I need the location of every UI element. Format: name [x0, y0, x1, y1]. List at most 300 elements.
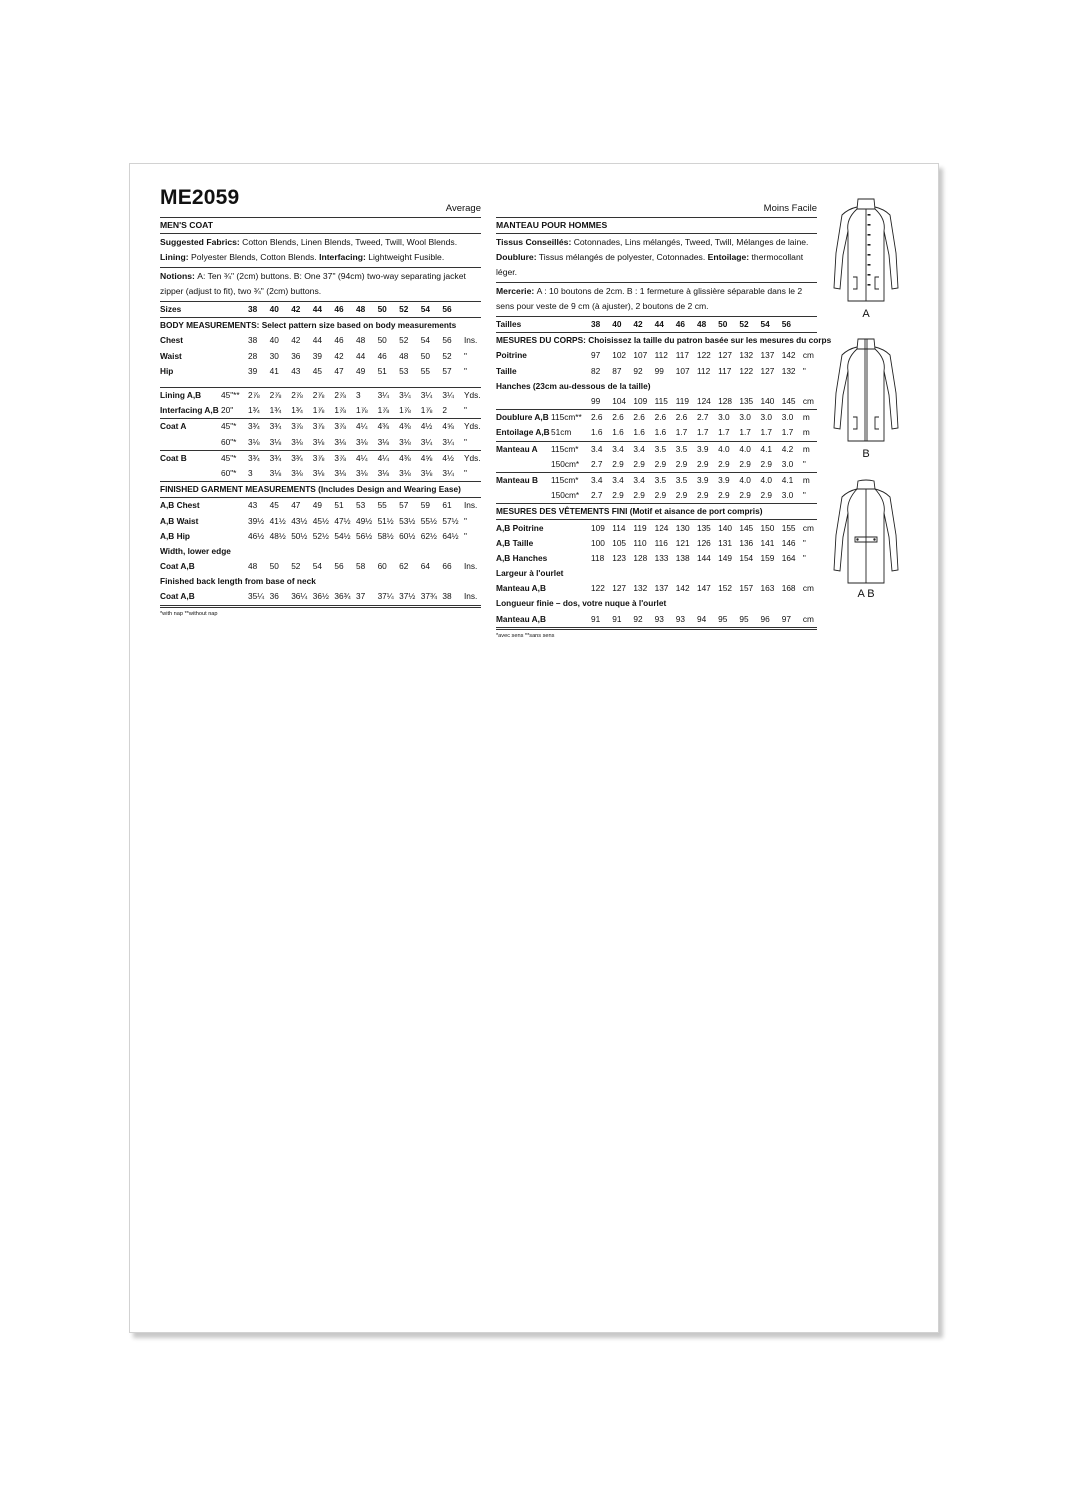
size-value: 55	[420, 365, 430, 376]
unit: cm	[803, 394, 817, 410]
unit: m	[802, 474, 810, 485]
size-value: 133	[654, 552, 669, 563]
size-value: 2.6	[633, 412, 645, 423]
size-value: 130	[675, 522, 690, 533]
french-footnote: *avec sens **sans sens	[496, 629, 817, 641]
length-heading-text: Finished back length from base of neck	[160, 576, 316, 587]
size-value: 3⅞	[312, 452, 325, 463]
size-value: 124	[654, 522, 669, 533]
size-value: 3.0	[781, 412, 794, 423]
fabric-width	[551, 581, 591, 596]
view-b-label: B	[862, 448, 870, 460]
size-value: 41	[269, 365, 279, 376]
size-value: 3.4	[633, 474, 645, 485]
size-value: 95	[718, 612, 739, 628]
size-value: 4.0	[718, 443, 730, 454]
unit: Yds.	[463, 452, 481, 463]
size-value: 3⅛	[270, 435, 292, 451]
fabric-width	[551, 364, 591, 379]
unit: "	[464, 403, 481, 419]
interfacing-label: Interfacing:	[319, 252, 366, 262]
size-value: 168	[781, 583, 796, 594]
size-value: 140	[761, 394, 782, 410]
size-header: 52	[399, 302, 421, 318]
size-value: 122	[591, 583, 605, 594]
size-header: 48	[697, 317, 718, 333]
size-header: 46	[334, 302, 356, 318]
row-label: Poitrine	[496, 350, 527, 361]
unit: Yds.	[463, 390, 481, 401]
sizes-label: Sizes	[160, 302, 221, 318]
body-measurements-heading-text: BODY MEASUREMENTS: Select pattern size based on body measurements	[160, 320, 457, 331]
table-row	[496, 551, 817, 566]
size-value: 3¼	[420, 390, 433, 401]
size-value: 38	[248, 335, 258, 346]
size-value: 155	[781, 522, 796, 533]
size-value: 119	[633, 522, 647, 533]
coat-front-buttons-icon	[826, 193, 906, 308]
fabric-width: 60"*	[221, 435, 248, 451]
size-value: 127	[718, 350, 732, 361]
size-value: 3¾	[248, 452, 260, 463]
size-value: 1.7	[782, 425, 803, 441]
finished-measurements-heading-text: FINISHED GARMENT MEASUREMENTS (Includes Design and Wearing Ease)	[160, 482, 481, 498]
fabric-width	[551, 536, 591, 551]
size-value: 135	[739, 394, 760, 410]
notions-text: A: Ten ¾" (2cm) buttons. B: One 37" (94cm) two-way separating jacket zipper (adjust to fit), two ¾" (2cm) buttons.	[160, 271, 466, 296]
table-row	[160, 498, 481, 514]
size-value: 3⅛	[334, 466, 356, 482]
view-b-sketch	[826, 333, 906, 460]
size-value: 47	[291, 500, 301, 511]
length-heading	[160, 574, 481, 589]
unit: m	[803, 425, 817, 441]
size-value: 3.9	[718, 474, 730, 485]
size-value: 46½	[248, 530, 265, 541]
table-row	[160, 529, 481, 544]
size-value: 39	[248, 365, 258, 376]
size-value: 159	[760, 552, 775, 563]
size-value: 1⅞	[378, 403, 400, 419]
size-value: 41½	[269, 515, 286, 526]
size-value: 37½	[399, 589, 421, 605]
fabric-width: 45"*	[221, 452, 237, 463]
size-value: 3¼	[442, 466, 464, 482]
size-value: 2.9	[739, 457, 760, 473]
size-value: 58	[355, 561, 366, 572]
size-value: 2.9	[697, 488, 718, 504]
size-value: 2⅞	[269, 390, 282, 401]
table-row	[496, 472, 817, 488]
size-value: 116	[654, 537, 668, 548]
lining-text-fr: Tissus mélangés de polyester, Cotonnades.	[536, 252, 708, 262]
row-label	[160, 435, 221, 451]
size-value: 93	[655, 612, 676, 628]
size-value: 3⅞	[334, 452, 346, 463]
size-value: 39½	[248, 515, 265, 526]
size-value: 146	[781, 537, 796, 548]
size-header: 50	[378, 302, 400, 318]
row-label	[496, 457, 551, 473]
interfacing-text-fr: thermocollant léger.	[496, 252, 804, 277]
size-value: 53	[355, 500, 366, 511]
size-value: 48	[399, 350, 409, 361]
row-label: Hip	[160, 365, 174, 376]
size-value: 1⅞	[421, 403, 443, 419]
size-value: 49	[312, 500, 323, 511]
size-value: 2⅞	[334, 390, 346, 401]
row-label: Coat A,B	[160, 589, 221, 605]
french-column	[496, 193, 832, 641]
fabrics-label-fr: Tissus Conseillés:	[496, 237, 572, 247]
size-value: 145	[782, 394, 803, 410]
size-value: 164	[781, 552, 796, 563]
size-value: 149	[718, 552, 732, 563]
size-value: 56	[442, 335, 452, 346]
size-value: 62	[399, 561, 409, 572]
size-value: 142	[781, 350, 796, 361]
width-heading-text: Width, lower edge	[160, 545, 231, 556]
table-row	[160, 559, 481, 574]
size-value: 126	[696, 537, 711, 548]
notions-label: Notions:	[160, 271, 198, 281]
table-row	[496, 457, 817, 473]
size-value: 114	[612, 522, 626, 533]
size-value: 95	[739, 612, 760, 628]
table-row	[496, 348, 817, 363]
size-value: 144	[696, 552, 711, 563]
table-row	[496, 394, 817, 410]
size-value: 3¼	[421, 435, 443, 451]
size-value: 1⅞	[334, 403, 356, 419]
row-label: Manteau A,B	[496, 612, 551, 628]
table-row	[160, 435, 481, 451]
size-value: 58½	[377, 530, 394, 541]
size-value: 123	[612, 552, 627, 563]
size-value: 50	[420, 350, 430, 361]
size-value: 109	[633, 394, 654, 410]
table-row	[496, 581, 817, 596]
size-header: 46	[676, 317, 697, 333]
size-value: 3.4	[612, 443, 624, 454]
size-header: 54	[421, 302, 443, 318]
size-value: 97	[591, 350, 601, 361]
size-header: 44	[655, 317, 676, 333]
size-value: 2	[442, 403, 464, 419]
size-value: 128	[718, 394, 739, 410]
size-value: 2.7	[696, 412, 709, 423]
french-size-table	[496, 317, 832, 628]
size-value: 1⅞	[399, 403, 421, 419]
size-value: 43½	[291, 515, 308, 526]
table-row	[496, 488, 817, 504]
unit: "	[802, 365, 806, 376]
size-header: 56	[442, 302, 464, 318]
size-value: 135	[696, 522, 711, 533]
size-value: 1⅞	[313, 403, 335, 419]
size-value: 3⅛	[356, 466, 378, 482]
size-value: 4.1	[760, 443, 773, 454]
row-label: Lining A,B	[160, 390, 202, 401]
table-row	[496, 520, 817, 536]
size-value: 4⅝	[420, 452, 433, 463]
size-value: 48	[248, 561, 258, 572]
table-row	[160, 450, 481, 466]
table-row	[496, 441, 817, 457]
size-value: 3.0	[739, 412, 751, 423]
coat-front-zipper-icon	[826, 333, 906, 448]
difficulty-level-fr: Moins Facile	[763, 203, 817, 214]
size-header-row	[496, 317, 817, 333]
row-label	[496, 394, 551, 410]
size-value: 57	[442, 365, 452, 376]
size-value: 3.5	[675, 474, 688, 485]
size-value: 3⅛	[399, 435, 421, 451]
fabric-width	[221, 333, 248, 348]
french-title-row	[496, 193, 817, 218]
body-measurements-heading-text: MESURES DU CORPS: Choisissez la taille du patron basée sur les mesures du corps	[496, 335, 832, 346]
size-value: 64½	[442, 530, 459, 541]
size-value: 30	[269, 350, 279, 361]
size-header: 42	[633, 317, 654, 333]
body-measurements-heading	[496, 333, 817, 349]
size-value: 91	[591, 612, 612, 628]
size-header-row	[160, 302, 481, 318]
row-label: A,B Hanches	[496, 552, 548, 563]
size-value: 163	[760, 583, 775, 594]
unit: Yds.	[463, 421, 481, 432]
view-a-label: A	[862, 308, 870, 320]
fabric-width	[221, 513, 248, 528]
size-value: 49	[355, 365, 366, 376]
size-header: 56	[782, 317, 803, 333]
fabric-width	[221, 498, 248, 514]
row-label: Coat A,B	[160, 561, 195, 572]
size-value: 42	[334, 350, 344, 361]
size-value: 47	[334, 365, 344, 376]
size-value: 2.7	[591, 488, 612, 504]
size-value: 3	[355, 390, 361, 401]
table-row	[496, 364, 817, 379]
size-value: 4.2	[781, 443, 794, 454]
size-value: 3⅞	[334, 421, 346, 432]
size-value: 127	[760, 365, 775, 376]
row-label: Interfacing A,B	[160, 403, 221, 419]
size-value: 2.9	[633, 457, 654, 473]
table-row	[160, 513, 481, 528]
size-value: 50½	[291, 530, 308, 541]
table-row	[160, 403, 481, 419]
fabric-width	[221, 529, 248, 544]
size-value: 3.4	[612, 474, 624, 485]
size-value: 3⅞	[291, 421, 303, 432]
size-value: 2.9	[676, 488, 697, 504]
size-value: 3.9	[696, 474, 709, 485]
table-row	[496, 425, 817, 441]
size-value: 2.9	[761, 457, 782, 473]
size-header: 40	[270, 302, 292, 318]
size-value: 36¼	[291, 589, 313, 605]
size-value: 96	[761, 612, 782, 628]
size-value: 40	[269, 335, 279, 346]
size-value: 36	[291, 350, 301, 361]
size-value: 37	[356, 589, 378, 605]
unit: "	[463, 365, 467, 376]
size-value: 45	[312, 365, 323, 376]
sizes-label: Tailles	[496, 317, 551, 333]
unit: Ins.	[463, 335, 478, 346]
unit: "	[803, 488, 817, 504]
size-value: 97	[782, 612, 803, 628]
size-header: 50	[718, 317, 739, 333]
size-value: 3¾	[248, 421, 260, 432]
size-header: 52	[739, 317, 760, 333]
english-footnote: *with nap **without nap	[160, 607, 481, 619]
row-label: A,B Waist	[160, 515, 199, 526]
size-value: 102	[612, 350, 627, 361]
width-heading	[496, 566, 817, 581]
unit: "	[463, 515, 467, 526]
unit: cm	[802, 522, 814, 533]
size-value: 4½	[420, 421, 433, 432]
size-value: 2⅞	[248, 390, 260, 401]
hips-heading-text: Hanches (23cm au-dessous de la taille)	[496, 380, 651, 391]
coat-back-icon	[826, 475, 906, 590]
size-value: 3⅛	[291, 435, 313, 451]
size-value: 141	[760, 537, 775, 548]
row-label: Chest	[160, 335, 184, 346]
unit: cm	[802, 350, 814, 361]
size-value: 3.0	[782, 488, 803, 504]
size-value: 3⅛	[378, 466, 400, 482]
fabric-width: 51cm	[551, 425, 591, 441]
size-value: 4⅜	[399, 421, 411, 432]
size-value: 131	[718, 537, 732, 548]
size-value: 3⅛	[270, 466, 292, 482]
size-value: 3	[248, 466, 270, 482]
size-value: 107	[675, 365, 690, 376]
size-value: 118	[591, 552, 605, 563]
size-value: 4⅝	[442, 421, 454, 432]
lining-label: Lining:	[160, 252, 189, 262]
size-value: 1.7	[761, 425, 782, 441]
size-value: 115	[655, 394, 676, 410]
size-value: 4⅜	[399, 452, 411, 463]
finished-measurements-heading	[496, 504, 817, 520]
size-header: 54	[761, 317, 782, 333]
table-row	[160, 466, 481, 482]
fabric-width	[551, 348, 591, 363]
size-value: 92	[633, 365, 643, 376]
row-label: A,B Taille	[496, 537, 534, 548]
header-spacer	[803, 317, 817, 333]
difficulty-level: Average	[445, 203, 481, 214]
size-value: 1¾	[291, 403, 313, 419]
size-value: 2.9	[655, 488, 676, 504]
fabric-width: 45"*	[221, 421, 237, 432]
size-value: 104	[612, 394, 633, 410]
table-row	[160, 589, 481, 605]
size-value: 54	[420, 335, 430, 346]
size-value: 48	[355, 335, 366, 346]
size-value: 3⅛	[313, 466, 335, 482]
fabrics-block	[160, 234, 481, 268]
unit: m	[802, 412, 810, 423]
lining-label-fr: Doublure:	[496, 252, 537, 262]
size-value: 3⅛	[421, 466, 443, 482]
unit: "	[803, 457, 817, 473]
view-ab-label: A B	[857, 588, 875, 600]
size-value: 3¼	[442, 435, 464, 451]
size-value: 140	[718, 522, 732, 533]
size-value: 122	[696, 350, 711, 361]
size-value: 36	[270, 589, 292, 605]
fabric-width: 60"*	[221, 466, 248, 482]
fabric-width	[221, 364, 248, 379]
size-value: 3¾	[269, 452, 282, 463]
fabric-width: 115cm*	[551, 474, 579, 485]
size-value: 3.4	[633, 443, 645, 454]
unit: m	[802, 443, 810, 454]
size-value: 2.6	[591, 412, 603, 423]
unit: Ins.	[463, 561, 478, 572]
size-value: 2.6	[654, 412, 667, 423]
size-value: 117	[718, 365, 732, 376]
size-value: 60½	[399, 530, 416, 541]
length-heading	[496, 596, 817, 611]
size-value: 1.7	[697, 425, 718, 441]
size-value: 3¾	[269, 421, 282, 432]
table-row	[160, 364, 481, 379]
size-value: 3⅛	[356, 435, 378, 451]
size-value: 2.9	[676, 457, 697, 473]
size-value: 4¼	[355, 452, 368, 463]
fabric-width	[551, 394, 591, 410]
row-label: Taille	[496, 365, 517, 376]
size-value: 3⅛	[399, 466, 421, 482]
size-value: 2⅞	[291, 390, 303, 401]
fabric-width	[221, 559, 248, 574]
size-value: 66	[442, 561, 452, 572]
unit: "	[464, 466, 481, 482]
size-value: 2.9	[612, 457, 633, 473]
size-value: 46	[377, 350, 387, 361]
view-a-sketch	[826, 193, 906, 320]
size-value: 124	[697, 394, 718, 410]
unit: Ins.	[463, 500, 478, 511]
size-value: 51	[377, 365, 387, 376]
size-value: 55	[377, 500, 387, 511]
size-value: 2⅞	[312, 390, 325, 401]
size-value: 3¼	[442, 390, 454, 401]
notions-text-fr: A : 10 boutons de 2cm. B : 1 fermeture à glissière séparable dans le 2 sens pour veste de 9 cm (à ajuster), 2 boutons de 2 cm.	[496, 286, 803, 311]
row-label: Manteau B	[496, 474, 538, 485]
size-value: 122	[739, 365, 754, 376]
row-label: Manteau A	[496, 443, 538, 454]
finished-measurements-heading-text: MESURES DES VÊTEMENTS FINI (Motif et aisance de port compris)	[496, 504, 817, 520]
size-value: 3⅛	[248, 435, 270, 451]
fabrics-block-fr	[496, 234, 817, 283]
unit: "	[464, 435, 481, 451]
size-value: 1.6	[591, 425, 612, 441]
size-value: 2.9	[718, 457, 739, 473]
size-header: 38	[591, 317, 612, 333]
garment-title-fr: MANTEAU POUR HOMMES	[496, 218, 817, 234]
size-value: 128	[633, 552, 648, 563]
size-value: 137	[654, 583, 669, 594]
unit: "	[463, 530, 467, 541]
unit: cm	[803, 612, 817, 628]
